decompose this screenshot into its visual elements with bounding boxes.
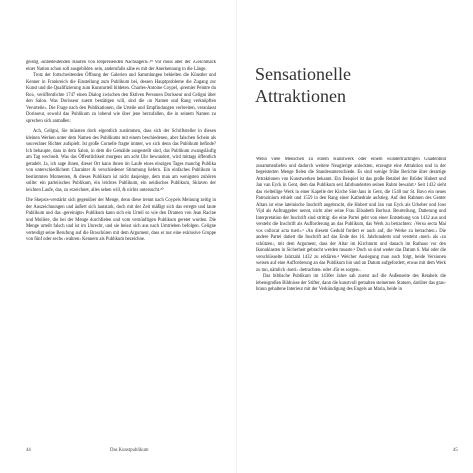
body-paragraph: Die Skepsis-verstärkt sich gegenüber der Menge, denn diese trennt nach Coypels Meinung zeitig in der Auszeichnungen und äußert sich lautstark, doch mit der Zeit mäßigt sich das erregte und laute Publikum und das ›gereinigte‹ Publikum kann sich ein Urteil so wie den Dramen von Jean Racine und Molière, die bei der Menge durchfielen und vom vernünftigen Publikum geretet wurden. Die Menge urteilt falsch und ist im Unrecht, und sie beisst sich aus nach Umtrieben befolgen. Celigne verteidigt seine Berufung auf die Broschüren mit dem Argument, dass er nur eine exklusive Gruppe von fünf oder sechs ›wahren‹ Kennern als Publikum bezeichne.: [26, 198, 216, 242]
page-number-left: 44: [26, 448, 31, 453]
page-number-right: 45: [453, 448, 458, 453]
block-quote: Ach, Celigni, Sie müssten doch eigentlich zustimmen, dass sich der Schriftsteller in diesen kleinen Werken unter dem Namen des Publikums mit einem beschiedenen, aber falschen Schein als souveräner Richter aufspielt. Ist große Cornelle fragte immer, wo sich denn das Publikum befinde? Ich behaupte, dass in dem Salon, in dem die Gemälde ausgestellt sind, das Publikum zwangsläufig am Tag wechselt. Was das Öffentlichkeit morgens um acht Uhr bewundert, wird mittags öffentlich getadelt. Ja, ich sage ihnen, dieser Ort kann ihnen im Laufe eines einzigen Tages manchg Publika von unterschiedlichem Charakter & verschiedener Stimmung liefern. Ein einfaches Publikum in bestimmten Momenten, & dieses Publikum ist nicht dasjenige, dem man am wenigsten zuhören sollte: ein parteiisches Publikum, ein leichtes Publikum, ein neidisches Publikum, Sklaven der leichten Laufe, das, zu erzeichnet, alles sehen will, & nichts untersucht.²⁰: [26, 129, 216, 193]
right-page: [237, 0, 473, 473]
chapter-heading-line-1: Sensationelle: [255, 64, 351, 84]
body-paragraph: Trotz der fortschreitenden Öffnung der Galerien und Sammlungen behielten die Künstler und Kenner in Frankreich die Einstellung zum Publikum bei, dessen Hauptprobleme die Zugang zur Kunst und die Qualifizierung zum Kunsturteil bildeten. Charles-Antoine Coypel, ›premier Peintre du Roi‹, veröffentlichte 1747 einen Dialog zwischen den fiktiven Personen Dorisseur und Celigni über den Salon. Was Dorisseur zuerst bestätigen will, sind die ›in Namen und Rang verknüpften Verurteile‹. Die Frage nach den Publikationen, die Urteile und Empfindungen verbreiten, veranlasst Dorisseur, sowohl das Publikum zu lobend wie über jene herzufallen, die in seinem Namen zu sprechen sich anmaßen:: [26, 73, 216, 124]
body-paragraph: geistig ›unbedeutenden Haufen von lobpreisenden Nachsagern‹.¹⁹ Vor muss aber der ›Geschmack einer Nation schon soll ausgebildet‹ sein, andernfalls sähe es mit der Anerkennung in die Länge.: [26, 60, 216, 72]
left-page: [0, 0, 236, 473]
body-paragraph: Das biblische Publikum im 1430er Jahre sah zuerst auf die Außenseite des Retabels die lebensgroßen Bildnisse der Stifter, dann die kunstvoll gemalten steinernen Statuen, darüber das grau-braun gehaltene Interieur mit der Verkündigung des Engels an Maria, beide in: [256, 274, 446, 292]
chapter-heading-line-2: Attraktionen: [255, 86, 346, 106]
body-paragraph: Wenn viele Menschen zu einem Kunstwerk oder einem wunderträchtigen Gnadenbild zusammenliefen und dadurch weitere Neugierige anlockten, erzeugte eine Attraktion und in der begeisterten Menge fielen die Standesunterschiede. Es sind wenige frühe Berichte über derartige Attraktionen von Kunstwerken bekannt. Ein Beispiel ist das große Retabel der Brüder Hubert und Jan van Eyck in Gent, dem das Publikum seit Jahrhunderten seinen Ruhm bewahrt.¹ Seit 1432 sieht das vielteilige Werk in einer Kapelle der Kirche Sint-Jans in Gent, die 1540 nur St. Bavo ein neues Patrozinium erhielt und 1559 in den Rang einer Kathedrale aufstieg. Auf den Rahmen des Genter Altars ist eine lateinische Inschrift angebracht, die Hubert und Jan van Eyck als Urheber und Joos Vijd als Auftraggeber nennt, nicht aber seine Frau Elisabeth Borluut. Beurteilung, Datierung und Interpretation der Inschrift sind strittig: die eine Partei geht von einer Entstehung von 1432 aus und versteht die Inschrift als Aufforderung an das Publikum, das Werk zu betrachten: ›Versu secta Mai vos collocat acta tueri‹.² ›An diesem Geduld fordert er auch auf, die Werke zu betrachten.‹ Die andere Partei datiert die Inschrift auf das Ende des 16. Jahrhunderts und versteht ›tueri‹ als ›zu schützen‹, mit dem Argument, dass der Altar im Kirchturm und danach im Rathaus vor den Ikonoklasten in Sicherheit gebracht werden musste.³ Doch so sind weder das Datum 6. Mai oder die verschlüsselte Jahrzahl 1432 zu erklären.⁴ Welcher Auslegung man auch folgt, beide Versionen weisen auf eine Aufforderung an das Publikum hin und an Datum aufgefordert, etwas mit dem Werk zu tun, nämlich ›tueri‹ ›betrachten‹ oder ›für es sorgen‹.: [256, 157, 446, 273]
right-page-body: [256, 157, 446, 457]
left-page-body: [26, 60, 216, 445]
running-head: Das Kunstpublikum: [110, 448, 149, 453]
chapter-heading: [255, 63, 465, 107]
